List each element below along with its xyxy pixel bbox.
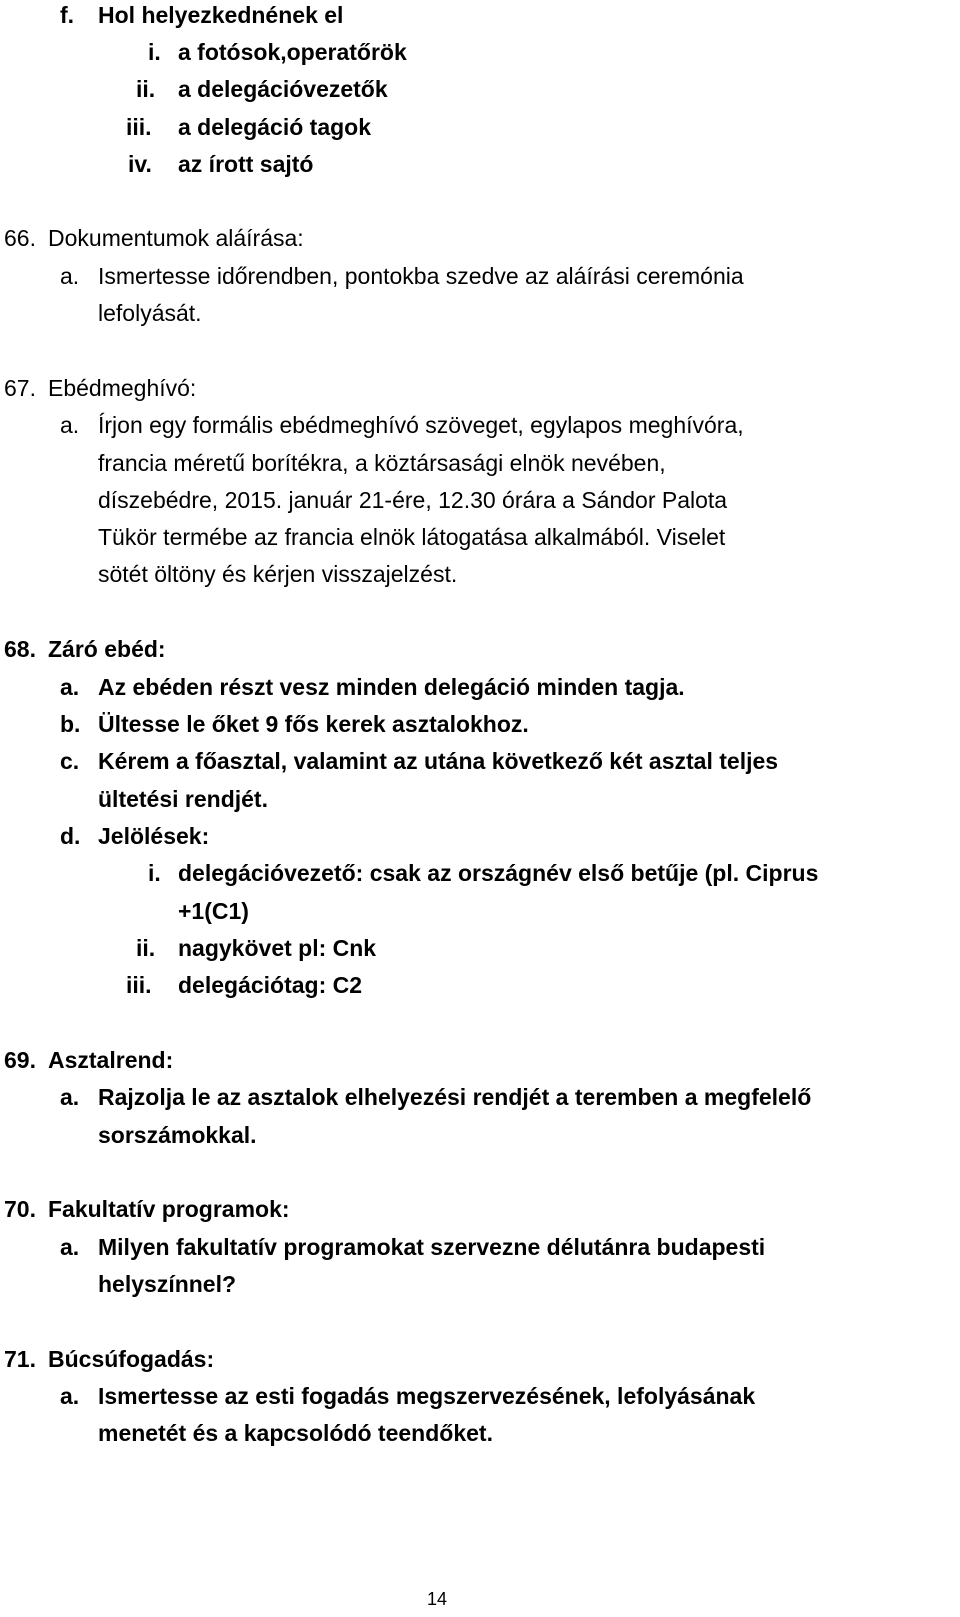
section-title: Ebédmeghívó: — [48, 375, 197, 401]
section-number: 71. — [4, 1346, 36, 1372]
item-marker: iv. — [128, 151, 152, 177]
item-marker: a. — [60, 1234, 80, 1260]
section-number: 68. — [4, 636, 36, 662]
item-text: a delegációvezetők — [178, 76, 388, 102]
item-text: sötét öltöny és kérjen visszajelzést. — [98, 561, 458, 587]
item-marker: a. — [60, 1084, 80, 1110]
section-number: 66. — [4, 225, 36, 251]
item-marker: iii. — [126, 972, 152, 998]
section-title: Búcsúfogadás: — [48, 1346, 215, 1372]
item-text: Rajzolja le az asztalok elhelyezési rendjét a teremben a megfelelő — [98, 1084, 812, 1110]
item-text: díszebédre, 2015. január 21-ére, 12.30 órára a Sándor Palota — [98, 487, 728, 513]
item-marker: ii. — [136, 76, 156, 102]
item-text: lefolyását. — [98, 300, 202, 326]
item-marker: a. — [60, 1383, 80, 1409]
item-text: Írjon egy formális ebédmeghívó szöveget, egylapos meghívóra, — [98, 412, 744, 438]
item-text: delegációtag: C2 — [178, 972, 363, 998]
item-text: menetét és a kapcsolódó teendőket. — [98, 1420, 493, 1446]
item-marker: d. — [60, 823, 81, 849]
item-marker: ii. — [136, 935, 156, 961]
item-marker: a. — [60, 674, 80, 700]
item-marker: a. — [60, 412, 80, 438]
item-marker: i. — [148, 39, 161, 65]
page-number: 14 — [426, 1589, 448, 1609]
item-text: Milyen fakultatív programokat szervezne délutánra budapesti — [98, 1234, 766, 1260]
item-text: sorszámokkal. — [98, 1122, 257, 1148]
item-text: helyszínnel? — [98, 1271, 237, 1297]
item-text: +1(C1) — [178, 898, 249, 924]
item-text: delegációvezető: csak az országnév első betűje (pl. Ciprus — [178, 860, 819, 886]
section-title: Fakultatív programok: — [48, 1196, 290, 1222]
item-text: Tükör termébe az francia elnök látogatása alkalmából. Viselet — [98, 524, 726, 550]
item-text: Az ebéden részt vesz minden delegáció minden tagja. — [98, 674, 685, 700]
section-number: 67. — [4, 375, 36, 401]
item-text: Kérem a főasztal, valamint az utána következő két asztal teljes — [98, 748, 779, 774]
section-number: 69. — [4, 1047, 36, 1073]
section-f-title: Hol helyezkednének el — [98, 2, 344, 28]
item-text: a delegáció tagok — [178, 114, 372, 140]
section-title: Záró ebéd: — [48, 636, 166, 662]
item-text: a fotósok,operatőrök — [178, 39, 407, 65]
item-text: Ültesse le őket 9 fős kerek asztalokhoz. — [98, 711, 529, 737]
item-marker: iii. — [126, 114, 152, 140]
item-text: Ismertesse időrendben, pontokba szedve az aláírási ceremónia — [98, 263, 744, 289]
item-text: Ismertesse az esti fogadás megszervezésének, lefolyásának — [98, 1383, 756, 1409]
section-f-marker: f. — [60, 2, 75, 28]
section-title: Dokumentumok aláírása: — [48, 225, 304, 251]
item-marker: i. — [148, 860, 161, 886]
item-text: ültetési rendjét. — [98, 786, 268, 812]
section-title: Asztalrend: — [48, 1047, 174, 1073]
item-marker: a. — [60, 263, 80, 289]
item-marker: c. — [60, 748, 80, 774]
item-text: nagykövet pl: Cnk — [178, 935, 377, 961]
item-text: francia méretű borítékra, a köztársasági elnök nevében, — [98, 450, 666, 476]
section-number: 70. — [4, 1196, 36, 1222]
item-text: az írott sajtó — [178, 151, 314, 177]
item-text: Jelölések: — [98, 823, 210, 849]
item-marker: b. — [60, 711, 81, 737]
